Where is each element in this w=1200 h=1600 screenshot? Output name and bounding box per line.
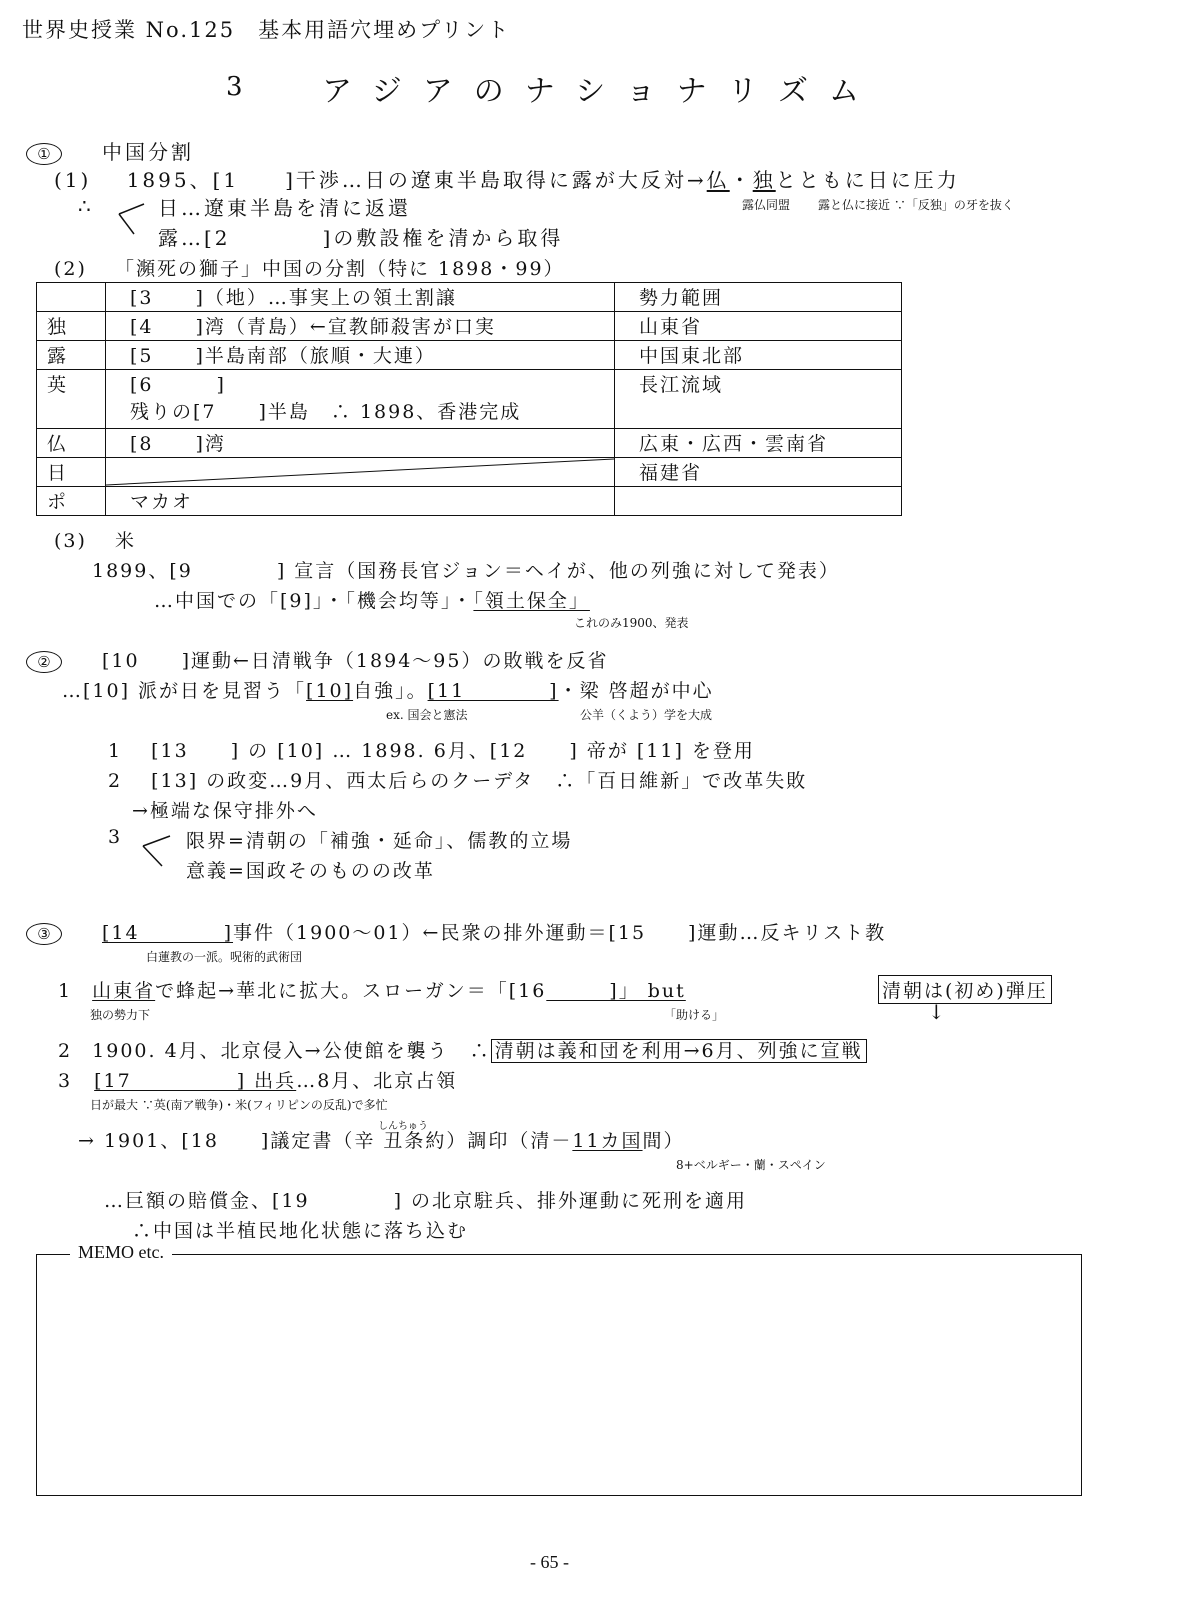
list-item-number: 3 — [108, 826, 123, 848]
boxed-note: 清朝は義和団を利用→6月、列強に宣戦 — [491, 1039, 867, 1063]
table-cell: 独 — [37, 312, 106, 341]
worksheet-series-title: 世界史授業 No.125 基本用語穴埋めプリント — [22, 18, 511, 42]
memo-box — [36, 1254, 1082, 1496]
table-header: [3 ]（地）…事実上の領土割譲 — [106, 283, 615, 312]
limit-line: 限界=清朝の「補強・延命」、儒教的立場 — [186, 830, 573, 852]
heading-text: 事件（1900～01）←民衆の排外運動＝[15 ]運動…反キリスト教 — [233, 922, 887, 944]
underlined-term: [14 ] — [102, 922, 234, 944]
bracket-lines — [116, 202, 146, 238]
item-number: (3) — [54, 530, 87, 552]
table-cell: 福建省 — [615, 458, 902, 487]
text: …[10] 派が日を見習う「 — [62, 680, 307, 702]
boxed-note: 清朝は(初め)弾圧 — [878, 975, 1052, 1004]
table-cell: 長江流域 — [615, 370, 902, 429]
handwritten-note: ex. 国会と憲法 — [386, 708, 468, 722]
handwritten-note: 白蓮教の一派。呪術的武術団 — [146, 950, 303, 964]
list-item-continuation: →極端な保守排外へ — [132, 800, 318, 822]
section-mark: ① — [26, 143, 62, 165]
heading-text: [10 ]運動←日清戦争（1894～95）の敗戦を反省 — [102, 650, 609, 672]
underlined-term: [10] — [306, 680, 354, 702]
diagonal-line — [106, 458, 614, 486]
s1-p1-line — [54, 164, 960, 193]
table-cell: [4 ]湾（青島）←宣教師殺害が口実 — [106, 312, 615, 341]
underlined-term: 11カ国 — [572, 1130, 643, 1152]
page-number: - 65 - — [530, 1552, 569, 1572]
text: → 1901、[18 ]議定書（辛 丑条約）調印（清－ — [78, 1130, 573, 1152]
bracket-lines — [140, 834, 174, 870]
table-cell: [8 ]湾 — [106, 429, 615, 458]
table-cell: 露 — [37, 341, 106, 370]
open-door-principles — [154, 586, 590, 613]
s3-item-1 — [58, 976, 686, 1003]
item-number: 3 — [58, 1070, 73, 1092]
therefore-symbol: ∴ — [78, 194, 94, 218]
shandong-term: 山東省 — [92, 980, 156, 1002]
table-cell: マカオ — [106, 487, 615, 516]
table-row — [37, 283, 902, 312]
item-text: 1895、[1 ]干渉…日の遼東半島取得に露が大反対→ — [126, 168, 707, 192]
branch-1: 日…遼東半島を清に返還 — [158, 196, 411, 220]
section-mark: ② — [26, 651, 62, 673]
text: 自強」。 — [353, 680, 428, 702]
item-text: 米 — [114, 530, 136, 552]
section-3-heading — [26, 918, 886, 945]
open-door-line: 1899、[9 ] 宣言（国務長官ジョン＝ヘイが、他の列強に対して発表） — [92, 560, 840, 582]
table-cell: 広東・広西・雲南省 — [615, 429, 902, 458]
handwritten-note: 公羊（くよう）学を大成 — [580, 708, 713, 722]
arrow-down-icon: ↓ — [928, 1000, 945, 1024]
heading-text: 中国分割 — [102, 140, 194, 164]
underlined-term: [11 ] — [427, 680, 559, 702]
table-row — [37, 341, 902, 370]
separator: ・ — [729, 168, 753, 192]
germany-label: 独 — [752, 168, 776, 192]
significance-line: 意義=国政そのものの改革 — [186, 860, 435, 882]
s1-p3-line — [54, 526, 136, 553]
branch-2: 露…[2 ]の敷設権を清から取得 — [158, 226, 564, 250]
table-cell — [106, 370, 615, 429]
section-1-heading — [26, 136, 194, 165]
s2-line2 — [62, 676, 714, 703]
table-cell: 日 — [37, 458, 106, 487]
s1-p2-line — [54, 254, 565, 281]
handwritten-note: 露仏同盟 — [742, 198, 791, 212]
chapter-number: 3 — [226, 72, 243, 102]
table-cell: 英 — [37, 370, 106, 429]
text: 1900. 4月、北京侵入→公使館を襲う ∴ — [92, 1040, 491, 1062]
memo-label: MEMO etc. — [70, 1242, 172, 1263]
item-number: 1 — [58, 980, 73, 1002]
s3-item-3 — [58, 1066, 457, 1093]
item-text: 「瀕死の獅子」中国の分割（特に 1898・99） — [114, 258, 565, 280]
france-label: 仏 — [706, 168, 730, 192]
ruby-note: しんちゅう — [378, 1121, 428, 1132]
text: …8月、北京占領 — [296, 1070, 458, 1092]
blank: ]」 but — [546, 980, 686, 1002]
text: 間） — [642, 1130, 685, 1152]
text: で蜂起→華北に拡大。スローガン＝「[16 — [155, 980, 547, 1002]
item-number: (1) — [54, 168, 92, 192]
cell-line: [6 ] — [130, 374, 226, 396]
s3-treaty-line — [78, 1126, 685, 1153]
handwritten-note: 露と仏に接近 ∵「反独」の牙を抜く — [818, 198, 1014, 212]
table-row — [37, 370, 902, 429]
table-cell: ポ — [37, 487, 106, 516]
s3-item-2 — [58, 1036, 867, 1063]
table-cell: 仏 — [37, 429, 106, 458]
table-cell-diagonal — [106, 458, 615, 487]
list-item: 1 [13 ] の [10] … 1898. 6月、[12 ] 帝が [11] を登用 — [108, 740, 755, 762]
indemnity-line: …巨額の賠償金、[19 ] の北京駐兵、排外運動に死刑を適用 — [104, 1190, 748, 1212]
section-mark: ③ — [26, 923, 62, 945]
table-cell: [5 ]半島南部（旅順・大連） — [106, 341, 615, 370]
table-cell: 中国東北部 — [615, 341, 902, 370]
list-item: 2 [13] の政変…9月、西太后らのクーデタ ∴「百日維新」で改革失敗 — [108, 770, 808, 792]
handwritten-note: 日が最大 ∵英(南ア戦争)・米(フィリピンの反乱)で多忙 — [90, 1098, 388, 1112]
conclusion-line: ∴中国は半植民地化状態に落ち込む — [132, 1220, 469, 1242]
item-text: とともに日に圧力 — [775, 168, 960, 192]
table-cell — [615, 487, 902, 516]
cell-line: 残りの[7 ]半島 ∴ 1898、香港完成 — [130, 401, 522, 423]
underlined-term: [17 ] 出兵 — [94, 1070, 297, 1092]
territorial-integrity: 「領土保全」 — [473, 590, 590, 612]
text: ・梁 啓超が中心 — [558, 680, 714, 702]
table-cell: 山東省 — [615, 312, 902, 341]
section-2-heading — [26, 646, 608, 673]
handwritten-note: 「助ける」 — [664, 1008, 725, 1022]
partition-table — [36, 282, 902, 516]
principles-text: …中国での「[9]」・「機会均等」・ — [154, 590, 474, 612]
handwritten-note: これのみ1900、発表 — [574, 616, 689, 630]
table-header: 勢力範囲 — [615, 283, 902, 312]
handwritten-note: 8+ベルギー・蘭・スペイン — [676, 1158, 826, 1172]
item-number: 2 — [58, 1040, 73, 1062]
table-row — [37, 458, 902, 487]
table-row — [37, 429, 902, 458]
handwritten-note: 独の勢力下 — [90, 1008, 151, 1022]
table-row — [37, 312, 902, 341]
page-title: アジアのナショナリズム — [322, 74, 880, 109]
table-row — [37, 487, 902, 516]
item-number: (2) — [54, 258, 87, 280]
